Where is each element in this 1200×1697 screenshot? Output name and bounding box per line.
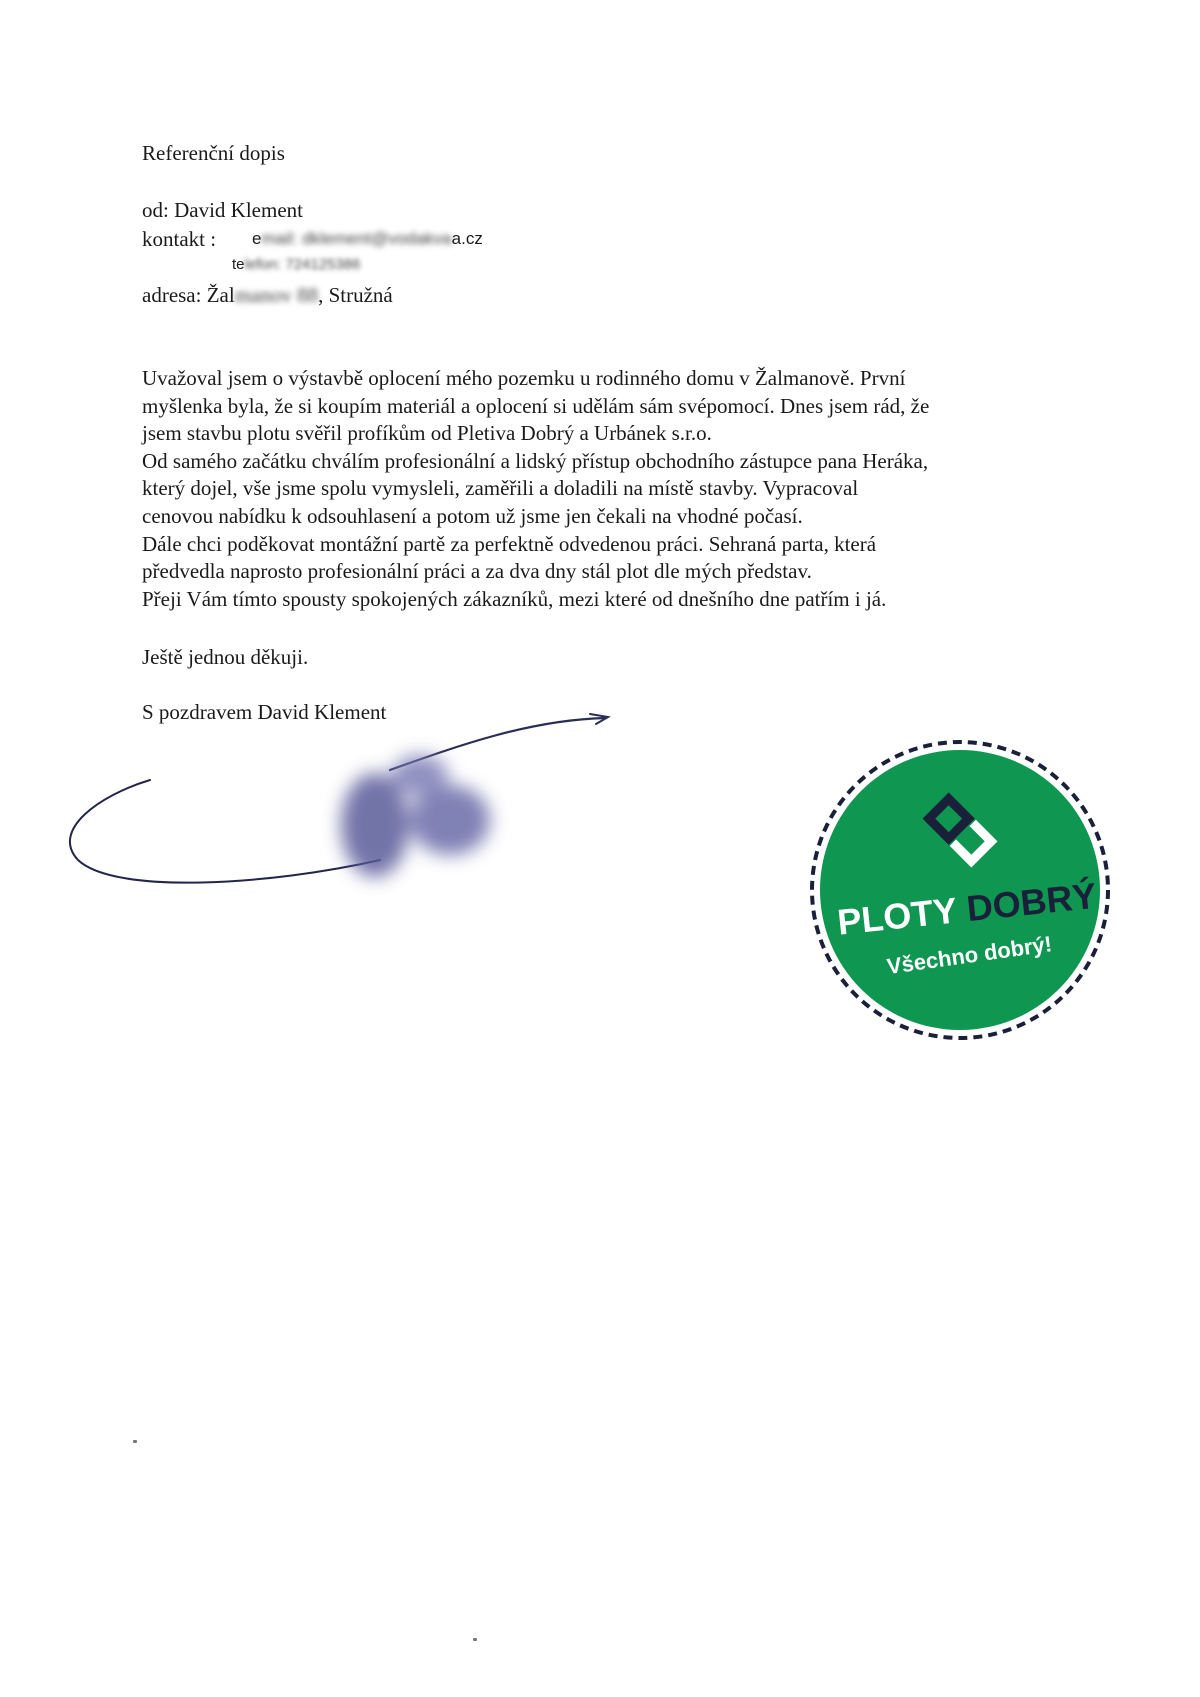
scan-speck [133,1440,137,1443]
stamp-brand-part2: DOBRÝ [964,874,1099,930]
body-line: myšlenka byla, že si koupím materiál a oplocení si udělám sám svépomocí. Dnes jsem rád, že [142,393,930,418]
letter-heading: Referenční dopis [142,141,285,165]
phone-redacted: lefon: 724125386 [244,256,361,273]
closing-line: S pozdravem David Klement [142,700,387,724]
from-label: od: [142,198,169,222]
scan-speck [473,1638,477,1641]
body-line: Dále chci poděkovat montážní partě za perfektně odvedenou práci. Sehraná parta, která [142,531,877,556]
body-line: jsem stavbu plotu svěřil profíkům od Pletiva Dobrý a Urbánek s.r.o. [142,421,712,446]
email-redacted: mail: dklement@vodakva [261,229,452,248]
body-line: předvedla naprosto profesionální práci a za dva dny stál plot dle mých představ. [142,559,812,584]
company-stamp [800,730,1120,1050]
body-line: Uvažoval jsem o výstavbě oplocení mého pozemku u rodinného domu v Žalmanově. První [142,366,906,390]
sender-line [142,198,303,223]
signature-scribble [60,700,620,930]
stamp-brand-part1: PLOTY [835,889,960,943]
contact-label: kontakt : [142,227,217,251]
body-line: cenovou nabídku k odsouhlasení a potom už jsme jen čekali na vhodné počasí. [142,503,803,528]
thanks-line: Ještě jednou děkuji. [142,645,309,669]
stamp-slogan: Všechno dobrý! [885,931,1054,980]
address-label: adresa: [142,283,202,307]
body-line: Přeji Vám tímto spousty spokojených zákazníků, mezi které od dnešního dne patřím i já. [142,586,887,611]
contact-email: email: dklement@vodakvaa.cz [252,229,483,248]
address-line: adresa: Žalmanov 88, Stružná [142,283,393,307]
body-line: který dojel, vše jsme spolu vymysleli, zaměřili a doladili na místě stavby. Vypracoval [142,476,859,501]
address-redacted: manov 88 [234,283,319,307]
body-line: Od samého začátku chválím profesionální a lidský přístup obchodního zástupce pana Heráka, [142,448,929,473]
contact-phone: telefon: 724125386 [232,256,361,273]
letter-body [142,365,1092,613]
sender-name: David Klement [174,198,303,222]
